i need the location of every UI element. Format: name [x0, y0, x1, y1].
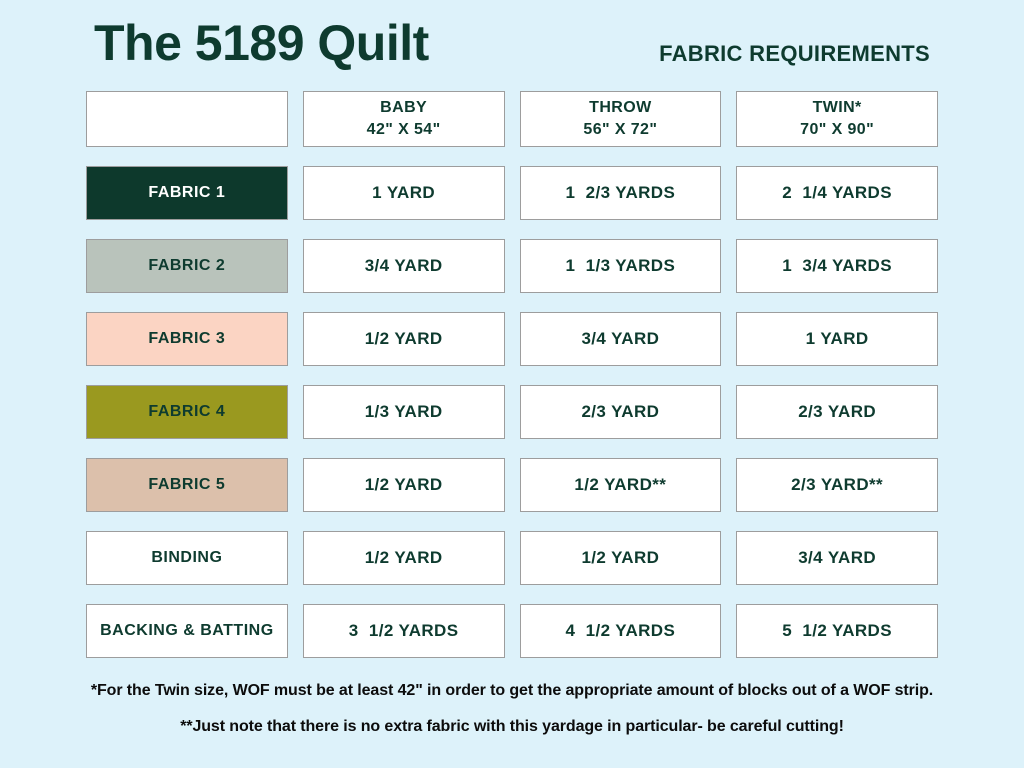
- fabric-requirements-table: [86, 91, 938, 658]
- cell-fabric-4-throw: 2/3 YARD: [520, 385, 722, 439]
- cell-fabric-4-baby: 1/3 YARD: [303, 385, 505, 439]
- cell-backing-twin: 5 1/2 YARDS: [736, 604, 938, 658]
- cell-binding-twin: 3/4 YARD: [736, 531, 938, 585]
- swatch-fabric-3: FABRIC 3: [86, 312, 288, 366]
- cell-fabric-2-twin: 1 3/4 YARDS: [736, 239, 938, 293]
- footnote-careful-cutting: **Just note that there is no extra fabric with this yardage in particular- be careful cutting!: [180, 718, 844, 735]
- cell-fabric-1-baby: 1 YARD: [303, 166, 505, 220]
- row-label-backing-batting: BACKING & BATTING: [86, 604, 288, 658]
- fabric-requirements-heading: FABRIC REQUIREMENTS: [659, 41, 930, 66]
- column-name: BABY: [380, 99, 428, 116]
- column-size: 42" X 54": [366, 121, 441, 138]
- cell-fabric-1-twin: 2 1/4 YARDS: [736, 166, 938, 220]
- cell-fabric-1-throw: 1 2/3 YARDS: [520, 166, 722, 220]
- cell-fabric-3-baby: 1/2 YARD: [303, 312, 505, 366]
- column-name: TWIN*: [812, 99, 862, 116]
- column-size: 56" X 72": [583, 121, 658, 138]
- column-header-twin: [736, 91, 938, 147]
- swatch-fabric-1: FABRIC 1: [86, 166, 288, 220]
- cell-backing-throw: 4 1/2 YARDS: [520, 604, 722, 658]
- page-title: The 5189 Quilt: [94, 15, 429, 71]
- cell-binding-baby: 1/2 YARD: [303, 531, 505, 585]
- swatch-fabric-5: FABRIC 5: [86, 458, 288, 512]
- column-name: THROW: [589, 99, 652, 116]
- column-header-baby: [303, 91, 505, 147]
- cell-fabric-3-twin: 1 YARD: [736, 312, 938, 366]
- cell-fabric-3-throw: 3/4 YARD: [520, 312, 722, 366]
- corner-cell: [86, 91, 288, 147]
- footnote-twin-wof: *For the Twin size, WOF must be at least 42" in order to get the appropriate amount of blocks out of a WOF strip.: [90, 682, 934, 699]
- cell-fabric-5-baby: 1/2 YARD: [303, 458, 505, 512]
- column-size: 70" X 90": [800, 121, 875, 138]
- cell-fabric-5-throw: 1/2 YARD**: [520, 458, 722, 512]
- swatch-fabric-4: FABRIC 4: [86, 385, 288, 439]
- cell-fabric-4-twin: 2/3 YARD: [736, 385, 938, 439]
- swatch-fabric-2: FABRIC 2: [86, 239, 288, 293]
- cell-fabric-2-throw: 1 1/3 YARDS: [520, 239, 722, 293]
- row-label-binding: BINDING: [86, 531, 288, 585]
- cell-backing-baby: 3 1/2 YARDS: [303, 604, 505, 658]
- cell-fabric-5-twin: 2/3 YARD**: [736, 458, 938, 512]
- cell-fabric-2-baby: 3/4 YARD: [303, 239, 505, 293]
- column-header-throw: [520, 91, 722, 147]
- cell-binding-throw: 1/2 YARD: [520, 531, 722, 585]
